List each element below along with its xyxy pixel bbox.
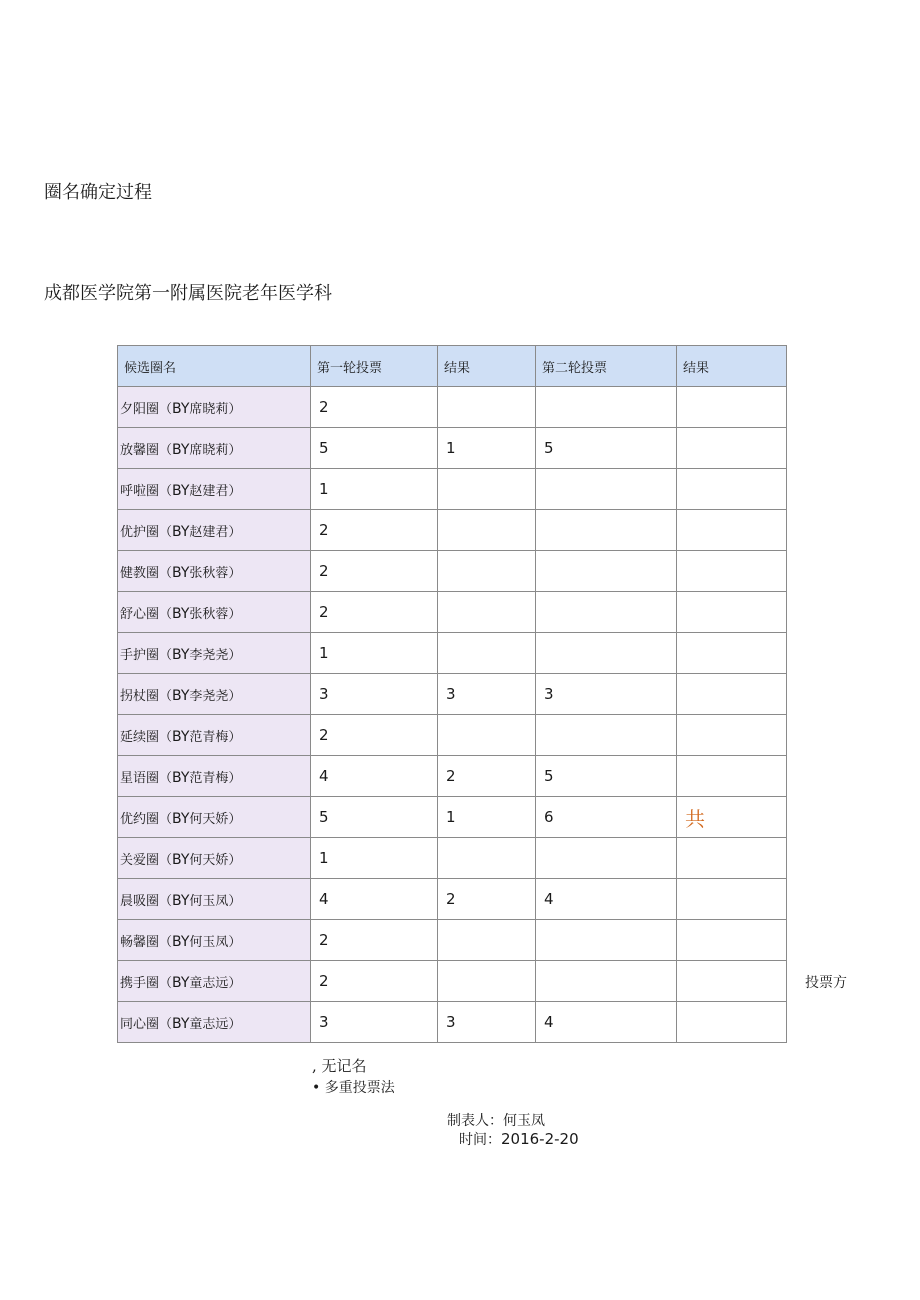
round2-votes-cell: 4 — [536, 1002, 677, 1043]
by-marker: BY — [172, 482, 190, 499]
table-row — [118, 674, 787, 715]
round1-result-cell: 1 — [438, 797, 536, 838]
candidate-name: 优约圈（ — [120, 811, 173, 827]
round2-result-cell — [677, 879, 787, 920]
candidate-name: 同心圈（ — [120, 1016, 173, 1032]
round2-result-cell — [677, 592, 787, 633]
table-row — [118, 469, 787, 510]
table-row — [118, 879, 787, 920]
round1-votes-cell: 3 — [311, 674, 438, 715]
candidate-author: 李尧尧） — [189, 688, 242, 704]
candidate-name: 舒心圈（ — [120, 606, 173, 622]
candidate-author: 席晓莉） — [189, 401, 242, 417]
candidate-name: 关爱圈（ — [120, 852, 173, 868]
round1-result-cell — [438, 715, 536, 756]
candidate-author: 何玉凤） — [189, 934, 242, 950]
candidate-author: 李尧尧） — [189, 647, 242, 663]
round1-votes-cell: 2 — [311, 387, 438, 428]
candidate-name: 拐杖圈（ — [120, 688, 173, 704]
round1-result-cell: 3 — [438, 1002, 536, 1043]
round1-votes-cell: 2 — [311, 920, 438, 961]
round2-result-cell — [677, 838, 787, 879]
table-row — [118, 715, 787, 756]
round1-result-cell — [438, 838, 536, 879]
candidate-name: 健教圈（ — [120, 565, 173, 581]
round1-votes-cell: 2 — [311, 510, 438, 551]
table-row — [118, 756, 787, 797]
note-anonymous: , 无记名 — [312, 1057, 367, 1075]
round2-result-cell — [677, 633, 787, 674]
candidate-name-cell — [118, 592, 311, 633]
round1-result-cell: 2 — [438, 879, 536, 920]
table-row — [118, 1002, 787, 1043]
round2-result-cell — [677, 469, 787, 510]
candidate-name-cell — [118, 797, 311, 838]
by-marker: BY — [172, 769, 190, 786]
by-marker: BY — [172, 892, 190, 909]
round1-votes-cell: 5 — [311, 428, 438, 469]
round2-votes-cell — [536, 551, 677, 592]
round1-votes-cell: 4 — [311, 879, 438, 920]
time-line — [459, 1129, 579, 1149]
candidate-name-cell — [118, 674, 311, 715]
by-marker: BY — [172, 400, 190, 417]
round1-result-cell: 2 — [438, 756, 536, 797]
candidate-author: 赵建君） — [189, 524, 242, 540]
round2-result-cell — [677, 510, 787, 551]
candidate-name-cell — [118, 756, 311, 797]
round2-result-cell — [677, 961, 787, 1002]
table-row — [118, 797, 787, 838]
round2-result-cell — [677, 428, 787, 469]
round1-result-cell — [438, 510, 536, 551]
table-row — [118, 510, 787, 551]
round2-result-cell — [677, 551, 787, 592]
candidate-author: 何天娇） — [189, 852, 242, 868]
round2-votes-cell: 4 — [536, 879, 677, 920]
candidate-author: 范青梅） — [189, 729, 242, 745]
round2-votes-cell — [536, 633, 677, 674]
candidate-author: 童志远） — [189, 1016, 242, 1032]
round1-result-cell — [438, 961, 536, 1002]
round2-votes-cell — [536, 387, 677, 428]
round2-votes-cell — [536, 469, 677, 510]
round2-votes-cell: 5 — [536, 428, 677, 469]
round2-votes-cell: 5 — [536, 756, 677, 797]
round2-result-cell — [677, 920, 787, 961]
round1-result-cell — [438, 387, 536, 428]
round1-result-cell — [438, 551, 536, 592]
candidate-name-cell — [118, 961, 311, 1002]
time-value: 2016-2-20 — [501, 1130, 579, 1148]
document-title: 圈名确定过程 — [44, 182, 152, 203]
candidate-name-cell — [118, 920, 311, 961]
vote-table — [117, 345, 787, 1043]
header-round2-votes: 第二轮投票 — [536, 346, 677, 387]
by-marker: BY — [172, 605, 190, 622]
time-label: 时间： — [459, 1132, 501, 1148]
round1-result-cell — [438, 633, 536, 674]
round1-votes-cell: 1 — [311, 838, 438, 879]
by-marker: BY — [172, 851, 190, 868]
round2-result-cell — [677, 674, 787, 715]
by-marker: BY — [172, 523, 190, 540]
by-marker: BY — [172, 687, 190, 704]
round2-votes-cell — [536, 838, 677, 879]
by-marker: BY — [172, 810, 190, 827]
candidate-name-cell — [118, 428, 311, 469]
header-round1-votes: 第一轮投票 — [311, 346, 438, 387]
by-marker: BY — [172, 646, 190, 663]
table-row — [118, 633, 787, 674]
candidate-name: 放馨圈（ — [120, 442, 173, 458]
candidate-name-cell — [118, 1002, 311, 1043]
candidate-author: 何玉凤） — [189, 893, 242, 909]
candidate-name-cell — [118, 551, 311, 592]
round1-votes-cell: 4 — [311, 756, 438, 797]
table-row — [118, 920, 787, 961]
round2-result-cell — [677, 1002, 787, 1043]
round2-votes-cell — [536, 920, 677, 961]
by-marker: BY — [172, 728, 190, 745]
table-row — [118, 838, 787, 879]
side-note: 投票方 — [805, 975, 847, 991]
table-header-row — [118, 346, 787, 387]
candidate-name-cell — [118, 469, 311, 510]
table-row — [118, 428, 787, 469]
table-row — [118, 551, 787, 592]
round1-result-cell — [438, 920, 536, 961]
candidate-name: 呼啦圈（ — [120, 483, 173, 499]
maker-name: 何玉凤 — [503, 1113, 545, 1129]
round2-votes-cell — [536, 961, 677, 1002]
table-row — [118, 387, 787, 428]
round1-votes-cell: 2 — [311, 961, 438, 1002]
round1-votes-cell: 3 — [311, 1002, 438, 1043]
round2-votes-cell: 3 — [536, 674, 677, 715]
candidate-name: 畅馨圈（ — [120, 934, 173, 950]
round2-votes-cell — [536, 592, 677, 633]
header-round2-result: 结果 — [677, 346, 787, 387]
candidate-name: 携手圈（ — [120, 975, 173, 991]
round1-result-cell: 1 — [438, 428, 536, 469]
round2-votes-cell: 6 — [536, 797, 677, 838]
round1-votes-cell: 2 — [311, 715, 438, 756]
round1-result-cell: 3 — [438, 674, 536, 715]
by-marker: BY — [172, 974, 190, 991]
candidate-name-cell — [118, 633, 311, 674]
header-round1-result: 结果 — [438, 346, 536, 387]
round1-result-cell — [438, 592, 536, 633]
candidate-name-cell — [118, 879, 311, 920]
round1-votes-cell: 5 — [311, 797, 438, 838]
round2-result-cell — [677, 715, 787, 756]
candidate-author: 范青梅） — [189, 770, 242, 786]
maker-label: 制表人： — [447, 1113, 503, 1129]
by-marker: BY — [172, 1015, 190, 1032]
by-marker: BY — [172, 441, 190, 458]
candidate-name-cell — [118, 387, 311, 428]
candidate-author: 张秋蓉） — [189, 606, 242, 622]
header-candidate-name: 候选圈名 — [118, 346, 311, 387]
round1-votes-cell: 1 — [311, 469, 438, 510]
candidate-name: 优护圈（ — [120, 524, 173, 540]
table-row — [118, 961, 787, 1002]
candidate-name: 星语圈（ — [120, 770, 173, 786]
maker-line — [447, 1110, 545, 1130]
round1-votes-cell: 1 — [311, 633, 438, 674]
table-row — [118, 592, 787, 633]
by-marker: BY — [172, 564, 190, 581]
note-multi-vote: • 多重投票法 — [312, 1080, 395, 1096]
candidate-author: 张秋蓉） — [189, 565, 242, 581]
candidate-author: 赵建君） — [189, 483, 242, 499]
round2-result-cell: 共 — [677, 797, 787, 838]
candidate-name: 夕阳圈（ — [120, 401, 173, 417]
candidate-name-cell — [118, 510, 311, 551]
candidate-name-cell — [118, 838, 311, 879]
candidate-author: 席晓莉） — [189, 442, 242, 458]
round2-votes-cell — [536, 715, 677, 756]
round2-votes-cell — [536, 510, 677, 551]
round2-result-cell — [677, 756, 787, 797]
round1-result-cell — [438, 469, 536, 510]
candidate-name: 延续圈（ — [120, 729, 173, 745]
round2-result-cell — [677, 387, 787, 428]
candidate-name-cell — [118, 715, 311, 756]
document-subtitle: 成都医学院第一附属医院老年医学科 — [44, 283, 332, 304]
by-marker: BY — [172, 933, 190, 950]
round1-votes-cell: 2 — [311, 551, 438, 592]
round1-votes-cell: 2 — [311, 592, 438, 633]
candidate-author: 童志远） — [189, 975, 242, 991]
candidate-author: 何天娇） — [189, 811, 242, 827]
candidate-name: 手护圈（ — [120, 647, 173, 663]
candidate-name: 晨吸圈（ — [120, 893, 173, 909]
